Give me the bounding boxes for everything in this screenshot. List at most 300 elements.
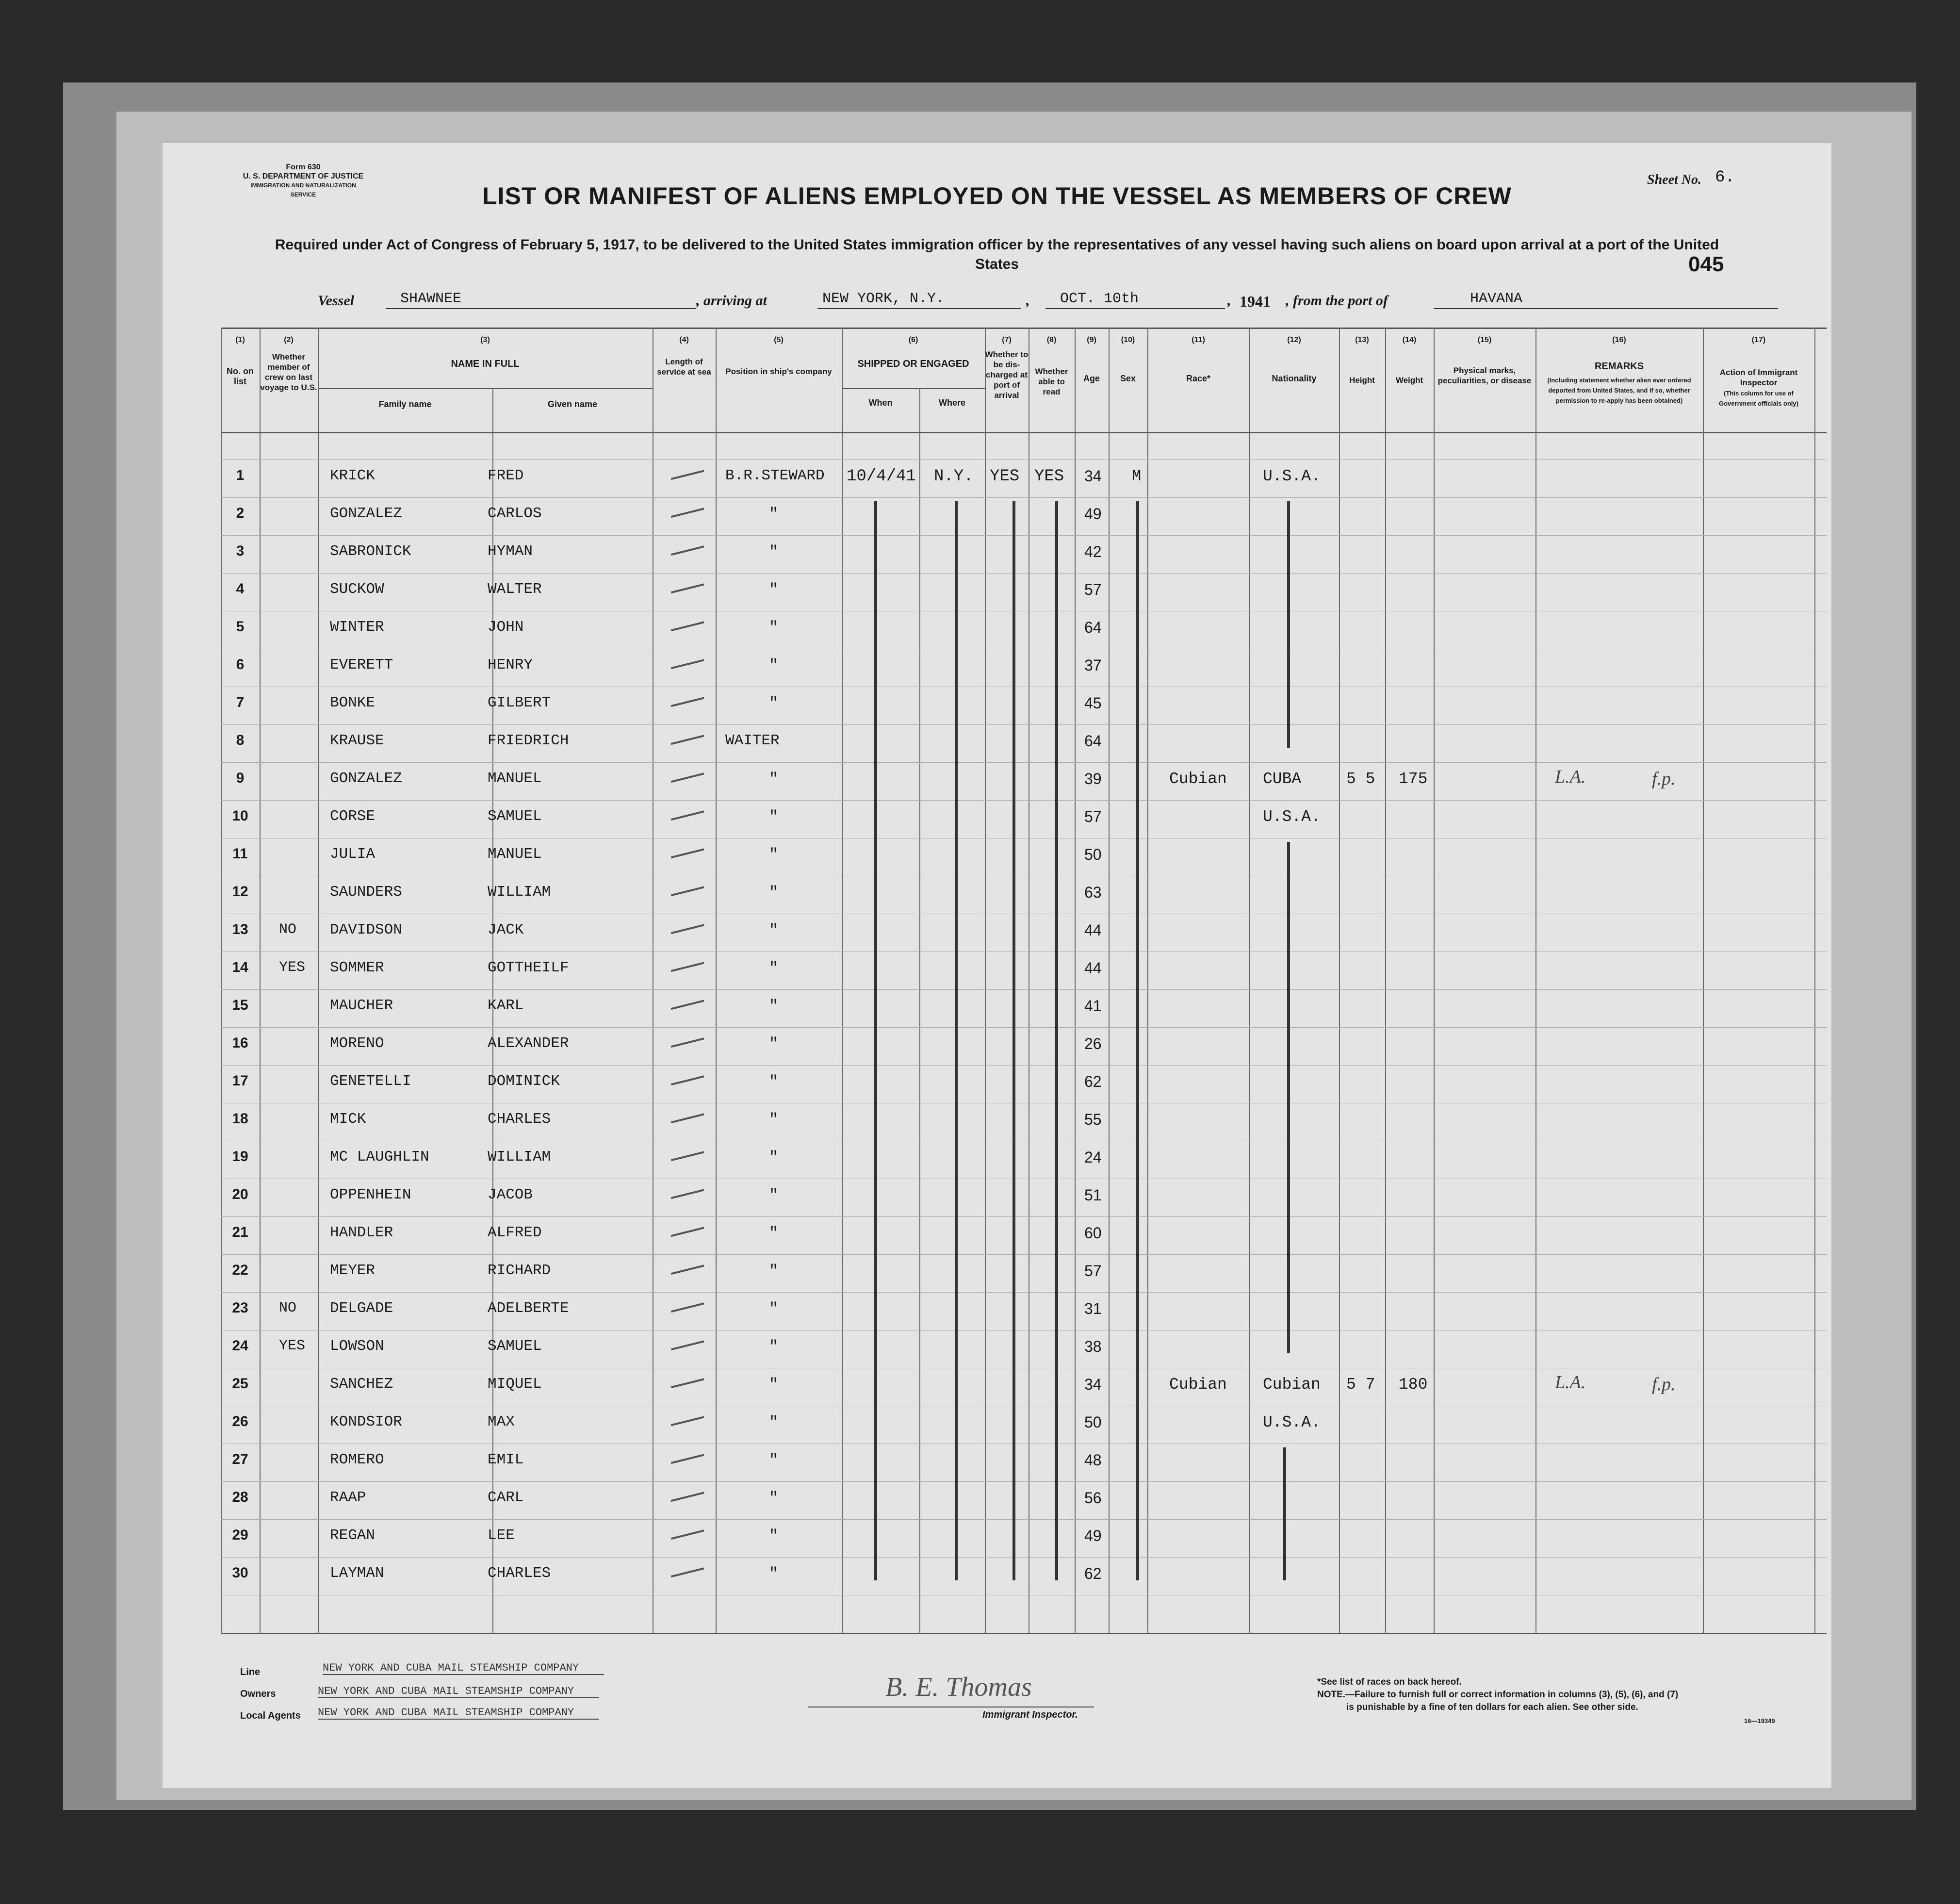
column-divider bbox=[221, 328, 222, 1633]
service-check-mark bbox=[669, 461, 704, 480]
row-rule bbox=[221, 1557, 1827, 1558]
line-label: Line bbox=[240, 1667, 261, 1677]
cell-age: 60 bbox=[1084, 1224, 1102, 1242]
cell-no: 17 bbox=[232, 1073, 248, 1089]
agents-label: Local Agents bbox=[240, 1710, 301, 1721]
ditto-stroke bbox=[874, 501, 877, 1580]
cell-family: CORSE bbox=[330, 808, 376, 825]
ditto-stroke bbox=[955, 501, 958, 1580]
cell-age: 64 bbox=[1084, 732, 1102, 750]
cell-age: 57 bbox=[1084, 808, 1102, 825]
column-divider bbox=[716, 328, 717, 1633]
cell-age: 24 bbox=[1084, 1149, 1102, 1166]
service-check-mark bbox=[669, 651, 704, 669]
cell-position: " bbox=[769, 1073, 779, 1091]
cell-family: HANDLER bbox=[330, 1224, 393, 1241]
cell-no: 9 bbox=[236, 770, 245, 786]
cell-no: 12 bbox=[232, 884, 248, 900]
cell-given: SAMUEL bbox=[488, 1338, 542, 1355]
cell-age: 31 bbox=[1084, 1300, 1102, 1317]
cell-given: FRIEDRICH bbox=[488, 732, 569, 749]
service-check-mark bbox=[669, 1029, 704, 1048]
cell-position: " bbox=[769, 997, 779, 1015]
cell-given: KARL bbox=[488, 997, 524, 1014]
column-header-c7-num: (7) bbox=[1002, 336, 1012, 344]
cell-no: 6 bbox=[236, 657, 245, 673]
cell-where: N.Y. bbox=[934, 467, 974, 486]
cell-position: " bbox=[769, 1376, 779, 1394]
cell-family: MICK bbox=[330, 1111, 366, 1128]
cell-given: EMIL bbox=[488, 1451, 524, 1468]
column-header-c6-num: (6) bbox=[908, 336, 918, 344]
cell-age: 62 bbox=[1084, 1565, 1102, 1582]
row-rule bbox=[221, 1254, 1827, 1255]
arriving-port: NEW YORK, N.Y. bbox=[822, 291, 945, 307]
column-header-c16: REMARKS bbox=[1594, 361, 1644, 372]
name-subheader-line bbox=[318, 388, 653, 389]
column-divider bbox=[985, 328, 986, 1633]
vessel-name: SHAWNEE bbox=[400, 291, 462, 307]
cell-given: CHARLES bbox=[488, 1565, 551, 1582]
cell-family: DELGADE bbox=[330, 1300, 393, 1317]
column-header-c2-num: (2) bbox=[284, 336, 294, 344]
penalty-note-cont: is punishable by a fine of ten dollars for each alien. See other side. bbox=[1346, 1702, 1638, 1712]
column-header-c9-num: (9) bbox=[1087, 336, 1096, 344]
column-header-c14-num: (14) bbox=[1402, 336, 1417, 344]
service-check-mark bbox=[669, 1105, 704, 1123]
cell-given: JACK bbox=[488, 921, 524, 938]
cell-age: 49 bbox=[1084, 505, 1102, 523]
cell-age: 44 bbox=[1084, 959, 1102, 977]
cell-last: NO bbox=[279, 921, 297, 938]
header-bottom-border bbox=[221, 432, 1827, 433]
vessel-label: Vessel bbox=[318, 293, 354, 309]
cell-family: SUCKOW bbox=[330, 581, 384, 598]
cell-remarks: L.A. bbox=[1555, 1372, 1586, 1393]
cell-family: JULIA bbox=[330, 846, 376, 863]
cell-family: OPPENHEIN bbox=[330, 1186, 411, 1203]
cell-last: NO bbox=[279, 1300, 297, 1316]
service-check-mark bbox=[669, 802, 704, 821]
cell-position: " bbox=[769, 770, 779, 788]
cell-no: 25 bbox=[232, 1376, 248, 1392]
cell-no: 15 bbox=[232, 997, 248, 1013]
owners-value: NEW YORK AND CUBA MAIL STEAMSHIP COMPANY bbox=[318, 1685, 599, 1698]
cell-read: YES bbox=[1034, 467, 1064, 486]
cell-no: 28 bbox=[232, 1489, 248, 1505]
column-header-c3-given: Given name bbox=[547, 399, 598, 409]
cell-nationality: U.S.A. bbox=[1263, 1413, 1321, 1431]
cell-no: 1 bbox=[236, 467, 245, 483]
column-header-c2: Whether member of crew on last voyage to U.S. bbox=[260, 352, 317, 392]
service-check-mark bbox=[669, 1218, 704, 1237]
cell-no: 21 bbox=[232, 1224, 248, 1240]
column-divider bbox=[842, 328, 843, 1633]
cell-no: 2 bbox=[236, 505, 245, 521]
row-rule bbox=[221, 497, 1827, 498]
port-label: , from the port of bbox=[1286, 293, 1388, 309]
row-rule bbox=[221, 535, 1827, 536]
races-note: *See list of races on back hereof. bbox=[1317, 1677, 1462, 1687]
service-check-mark bbox=[669, 1143, 704, 1161]
cell-family: KRICK bbox=[330, 467, 376, 484]
cell-given: GOTTHEILF bbox=[488, 959, 569, 976]
cell-age: 50 bbox=[1084, 1413, 1102, 1431]
cell-given: ADELBERTE bbox=[488, 1300, 569, 1317]
cell-given: ALEXANDER bbox=[488, 1035, 569, 1052]
row-rule bbox=[221, 1027, 1827, 1028]
cell-age: 49 bbox=[1084, 1527, 1102, 1544]
ditto-stroke bbox=[1136, 501, 1139, 1580]
service-check-mark bbox=[669, 537, 704, 556]
service-check-mark bbox=[669, 1370, 704, 1388]
table-top-border bbox=[221, 328, 1827, 329]
cell-family: SABRONICK bbox=[330, 543, 411, 560]
cell-age: 50 bbox=[1084, 846, 1102, 863]
column-header-c8-num: (8) bbox=[1046, 336, 1057, 344]
page-number: 045 bbox=[1688, 252, 1724, 276]
inspector-signature: B. E. Thomas bbox=[885, 1672, 1032, 1702]
cell-no: 30 bbox=[232, 1565, 248, 1581]
column-divider bbox=[1075, 328, 1076, 1633]
cell-action: f.p. bbox=[1652, 1374, 1676, 1395]
cell-position: " bbox=[769, 959, 779, 977]
cell-sex: M bbox=[1132, 467, 1142, 485]
ditto-stroke bbox=[1287, 842, 1290, 1353]
cell-no: 27 bbox=[232, 1451, 248, 1467]
cell-position: " bbox=[769, 808, 779, 826]
cell-remarks: L.A. bbox=[1555, 767, 1586, 787]
cell-position: " bbox=[769, 657, 779, 674]
cell-family: KONDSIOR bbox=[330, 1413, 402, 1430]
row-rule bbox=[221, 1292, 1827, 1293]
year-separator: , bbox=[1227, 293, 1231, 309]
cell-position: " bbox=[769, 581, 779, 599]
column-header-c9: Age bbox=[1083, 374, 1100, 383]
ditto-stroke bbox=[1287, 501, 1290, 748]
column-divider bbox=[1147, 328, 1148, 1633]
cell-age: 57 bbox=[1084, 1262, 1102, 1280]
cell-given: DOMINICK bbox=[488, 1073, 560, 1090]
cell-age: 34 bbox=[1084, 467, 1102, 485]
service-check-mark bbox=[669, 916, 704, 934]
cell-position: WAITER bbox=[725, 732, 780, 749]
cell-age: 44 bbox=[1084, 921, 1102, 939]
cell-last: YES bbox=[279, 959, 306, 976]
cell-given: RICHARD bbox=[488, 1262, 551, 1279]
cell-position: " bbox=[769, 1413, 779, 1431]
cell-given: WALTER bbox=[488, 581, 542, 598]
cell-given: CARLOS bbox=[488, 505, 542, 522]
service-check-mark bbox=[669, 499, 704, 518]
cell-given: ALFRED bbox=[488, 1224, 542, 1241]
cell-nationality: Cubian bbox=[1263, 1376, 1321, 1394]
column-header-c16-sub: (Including statement whether alien ever ordered deported from United States, and if so, whether permission to re-apply has been obtained) bbox=[1547, 377, 1691, 404]
cell-position: " bbox=[769, 1149, 779, 1166]
cell-height: 5 7 bbox=[1346, 1376, 1375, 1394]
cell-no: 22 bbox=[232, 1262, 248, 1278]
row-rule bbox=[221, 989, 1827, 990]
cell-age: 45 bbox=[1084, 694, 1102, 712]
row-rule bbox=[221, 1065, 1827, 1066]
service-check-mark bbox=[669, 1559, 704, 1577]
service-check-mark bbox=[669, 726, 704, 745]
cell-no: 3 bbox=[236, 543, 245, 559]
cell-age: 56 bbox=[1084, 1489, 1102, 1507]
cell-no: 14 bbox=[232, 959, 248, 975]
column-divider bbox=[1535, 328, 1536, 1633]
service-check-mark bbox=[669, 613, 704, 631]
cell-family: SOMMER bbox=[330, 959, 384, 976]
service-check-mark bbox=[669, 1483, 704, 1502]
cell-last: YES bbox=[279, 1338, 306, 1354]
form-code: 16—19349 bbox=[1744, 1717, 1775, 1724]
service-check-mark bbox=[669, 1445, 704, 1464]
column-header-c6-when: When bbox=[868, 398, 893, 408]
agents-value: NEW YORK AND CUBA MAIL STEAMSHIP COMPANY bbox=[318, 1707, 599, 1720]
column-divider bbox=[318, 328, 319, 1633]
row-rule bbox=[221, 573, 1827, 574]
cell-position: " bbox=[769, 1035, 779, 1053]
cell-discharged: YES bbox=[990, 467, 1020, 486]
column-header-c15: Physical marks, peculiarities, or disease bbox=[1437, 366, 1532, 385]
cell-no: 19 bbox=[232, 1149, 248, 1165]
column-header-c8: Whether able to read bbox=[1035, 367, 1068, 396]
cell-family: LAYMAN bbox=[330, 1565, 384, 1582]
service-check-mark bbox=[669, 991, 704, 1010]
cell-when: 10/4/41 bbox=[847, 467, 916, 486]
row-rule bbox=[221, 1519, 1827, 1520]
column-header-c15-num: (15) bbox=[1477, 336, 1492, 344]
cell-height: 5 5 bbox=[1346, 770, 1375, 788]
column-header-c11-num: (11) bbox=[1192, 336, 1205, 344]
cell-family: KRAUSE bbox=[330, 732, 384, 749]
service-check-mark bbox=[669, 764, 704, 783]
cell-position: " bbox=[769, 1224, 779, 1242]
cell-no: 20 bbox=[232, 1186, 248, 1202]
form-number: Form 630 bbox=[286, 163, 321, 171]
document-title: LIST OR MANIFEST OF ALIENS EMPLOYED ON THE VESSEL AS MEMBERS OF CREW bbox=[482, 182, 1512, 210]
cell-position: " bbox=[769, 846, 779, 864]
column-header-c4: Length of service at sea bbox=[657, 357, 711, 377]
column-header-c10-num: (10) bbox=[1121, 336, 1135, 344]
cell-race: Cubian bbox=[1169, 1376, 1227, 1394]
shipped-subheader-line bbox=[842, 388, 985, 389]
cell-nationality: CUBA bbox=[1263, 770, 1302, 788]
cell-family: MORENO bbox=[330, 1035, 384, 1052]
cell-nationality: U.S.A. bbox=[1263, 467, 1321, 485]
cell-given: HENRY bbox=[488, 657, 533, 673]
cell-no: 13 bbox=[232, 921, 248, 937]
arriving-label: , arriving at bbox=[696, 293, 767, 309]
column-header-c5: Position in ship's company bbox=[725, 367, 832, 376]
cell-position: B.R.STEWARD bbox=[725, 467, 825, 484]
cell-weight: 175 bbox=[1399, 770, 1428, 788]
column-divider bbox=[919, 388, 920, 1633]
manifest-page bbox=[163, 143, 1831, 1788]
cell-position: " bbox=[769, 1489, 779, 1507]
row-rule bbox=[221, 762, 1827, 763]
cell-given: WILLIAM bbox=[488, 884, 551, 901]
sheet-label: Sheet No. bbox=[1647, 172, 1701, 187]
service-check-mark bbox=[669, 1181, 704, 1199]
cell-age: 39 bbox=[1084, 770, 1102, 788]
cell-weight: 180 bbox=[1399, 1376, 1428, 1394]
column-header-c1-num: (1) bbox=[235, 336, 245, 344]
cell-family: MAUCHER bbox=[330, 997, 393, 1014]
cell-position: " bbox=[769, 1300, 779, 1318]
document-subtitle: Required under Act of Congress of February 5, 1917, to be delivered to the United States immigration officer by the representatives of any vessel having such aliens on board upon arrival at a port of the United States bbox=[275, 237, 1719, 272]
ditto-stroke bbox=[1283, 1447, 1286, 1580]
cell-no: 10 bbox=[232, 808, 248, 824]
column-header-c10: Sex bbox=[1120, 374, 1136, 383]
service-check-mark bbox=[669, 575, 704, 593]
column-header-c16-num: (16) bbox=[1612, 336, 1626, 344]
cell-no: 16 bbox=[232, 1035, 248, 1051]
row-rule bbox=[221, 724, 1827, 725]
cell-age: 55 bbox=[1084, 1111, 1102, 1128]
service-check-mark bbox=[669, 840, 704, 858]
column-header-c12-num: (12) bbox=[1287, 336, 1301, 344]
cell-family: GONZALEZ bbox=[330, 505, 402, 522]
cell-age: 34 bbox=[1084, 1376, 1102, 1393]
cell-family: DAVIDSON bbox=[330, 921, 402, 938]
arrival-year: 1941 bbox=[1240, 293, 1271, 310]
column-divider bbox=[260, 328, 261, 1633]
cell-given: JACOB bbox=[488, 1186, 533, 1203]
cell-family: LOWSON bbox=[330, 1338, 384, 1355]
cell-family: RAAP bbox=[330, 1489, 366, 1506]
service-check-mark bbox=[669, 953, 704, 972]
cell-action: f.p. bbox=[1652, 769, 1676, 789]
cell-no: 24 bbox=[232, 1338, 248, 1354]
cell-family: MEYER bbox=[330, 1262, 376, 1279]
cell-nationality: U.S.A. bbox=[1263, 808, 1321, 826]
voyage-line: Vessel SHAWNEE , arriving at NEW YORK, N.Y. , OCT. 10th , 1941 , from the port of HAVANA bbox=[206, 289, 1783, 318]
column-divider bbox=[1703, 328, 1704, 1633]
cell-family: WINTER bbox=[330, 619, 384, 636]
column-header-c1: No. on list bbox=[227, 366, 254, 386]
cell-given: SAMUEL bbox=[488, 808, 542, 825]
cell-no: 5 bbox=[236, 619, 245, 635]
cell-no: 23 bbox=[232, 1300, 248, 1316]
cell-given: FRED bbox=[488, 467, 524, 484]
column-header-c3: NAME IN FULL bbox=[451, 359, 520, 369]
column-divider bbox=[1339, 328, 1340, 1633]
service-check-mark bbox=[669, 1067, 704, 1085]
form-service: IMMIGRATION AND NATURALIZATION SERVICE bbox=[250, 182, 356, 198]
ditto-stroke bbox=[1013, 501, 1015, 1580]
cell-age: 26 bbox=[1084, 1035, 1102, 1052]
service-check-mark bbox=[669, 1294, 704, 1313]
cell-given: HYMAN bbox=[488, 543, 533, 560]
cell-age: 38 bbox=[1084, 1338, 1102, 1355]
cell-given: CARL bbox=[488, 1489, 524, 1506]
cell-no: 4 bbox=[236, 581, 245, 597]
cell-family: GONZALEZ bbox=[330, 770, 402, 787]
row-rule bbox=[221, 1481, 1827, 1482]
cell-race: Cubian bbox=[1169, 770, 1227, 788]
cell-age: 64 bbox=[1084, 619, 1102, 636]
cell-position: " bbox=[769, 1565, 779, 1583]
cell-position: " bbox=[769, 543, 779, 561]
cell-given: MAX bbox=[488, 1413, 515, 1430]
cell-position: " bbox=[769, 505, 779, 523]
cell-position: " bbox=[769, 1262, 779, 1280]
column-header-c3-num: (3) bbox=[480, 336, 490, 344]
cell-no: 29 bbox=[232, 1527, 248, 1543]
service-check-mark bbox=[669, 689, 704, 707]
column-header-c14: Weight bbox=[1395, 376, 1423, 385]
cell-age: 48 bbox=[1084, 1451, 1102, 1469]
column-divider bbox=[1385, 328, 1386, 1633]
sheet-number: 6. bbox=[1715, 168, 1735, 187]
table-bottom-border bbox=[221, 1633, 1827, 1634]
cell-age: 42 bbox=[1084, 543, 1102, 560]
cell-family: REGAN bbox=[330, 1527, 376, 1544]
cell-given: CHARLES bbox=[488, 1111, 551, 1128]
cell-position: " bbox=[769, 1111, 779, 1129]
cell-family: BONKE bbox=[330, 694, 376, 711]
service-check-mark bbox=[669, 1521, 704, 1540]
cell-family: SAUNDERS bbox=[330, 884, 402, 901]
cell-no: 18 bbox=[232, 1111, 248, 1127]
cell-position: " bbox=[769, 694, 779, 712]
column-header-c17-sub: (This column for use of Government officials only) bbox=[1719, 390, 1798, 407]
column-header-c12: Nationality bbox=[1272, 374, 1317, 383]
cell-given: GILBERT bbox=[488, 694, 551, 711]
cell-given: MIQUEL bbox=[488, 1376, 542, 1393]
cell-age: 62 bbox=[1084, 1073, 1102, 1090]
cell-given: JOHN bbox=[488, 619, 524, 636]
column-header-c17: Action of Immigrant Inspector bbox=[1719, 368, 1798, 387]
column-divider bbox=[1434, 328, 1435, 1633]
service-check-mark bbox=[669, 1256, 704, 1275]
cell-position: " bbox=[769, 1338, 779, 1356]
cell-family: MC LAUGHLIN bbox=[330, 1149, 429, 1165]
penalty-note: NOTE.—Failure to furnish full or correct information in columns (3), (5), (6), and (7) bbox=[1317, 1690, 1679, 1700]
cell-position: " bbox=[769, 1451, 779, 1469]
cell-position: " bbox=[769, 884, 779, 902]
line-value: NEW YORK AND CUBA MAIL STEAMSHIP COMPANY bbox=[323, 1662, 604, 1675]
form-department: U. S. DEPARTMENT OF JUSTICE bbox=[243, 172, 364, 181]
cell-age: 63 bbox=[1084, 884, 1102, 901]
arrival-date: OCT. 10th bbox=[1060, 291, 1139, 307]
cell-given: MANUEL bbox=[488, 770, 542, 787]
column-header-c7: Whether to be dis-charged at port of arrival bbox=[985, 350, 1029, 400]
service-check-mark bbox=[669, 878, 704, 896]
cell-age: 41 bbox=[1084, 997, 1102, 1015]
cell-age: 37 bbox=[1084, 657, 1102, 674]
column-header-c4-num: (4) bbox=[679, 336, 689, 344]
row-rule bbox=[221, 1216, 1827, 1217]
column-header-c3-family: Family name bbox=[378, 399, 432, 409]
ditto-stroke bbox=[1055, 501, 1058, 1580]
cell-position: " bbox=[769, 921, 779, 939]
column-header-c17-num: (17) bbox=[1751, 336, 1766, 344]
cell-family: ROMERO bbox=[330, 1451, 384, 1468]
cell-position: " bbox=[769, 1186, 779, 1204]
cell-given: LEE bbox=[488, 1527, 515, 1544]
service-check-mark bbox=[669, 1408, 704, 1426]
cell-position: " bbox=[769, 619, 779, 637]
cell-family: SANCHEZ bbox=[330, 1376, 393, 1393]
column-header-c13-num: (13) bbox=[1355, 336, 1369, 344]
column-header-c11: Race* bbox=[1186, 374, 1211, 383]
cell-position: " bbox=[769, 1527, 779, 1545]
cell-given: WILLIAM bbox=[488, 1149, 551, 1165]
cell-given: MANUEL bbox=[488, 846, 542, 863]
